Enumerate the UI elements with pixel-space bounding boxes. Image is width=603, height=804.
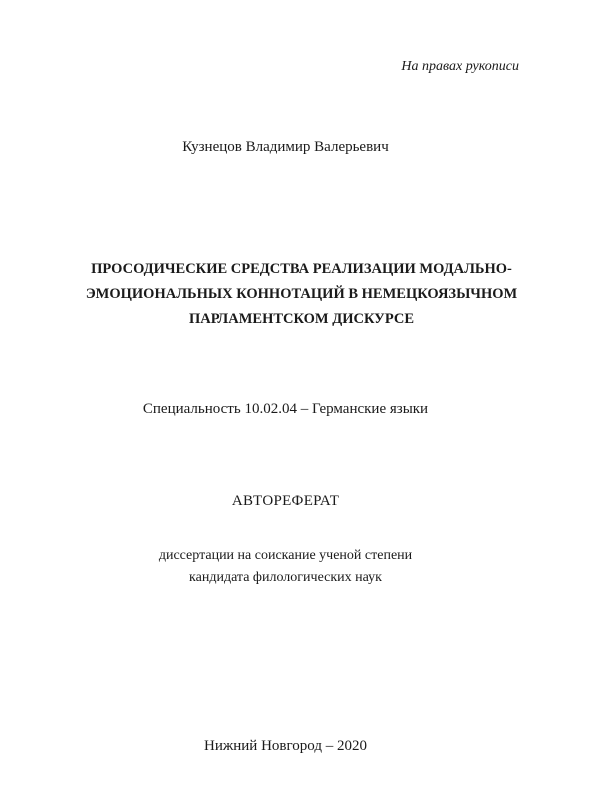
title-line: ПРОСОДИЧЕСКИЕ СРЕДСТВА РЕАЛИЗАЦИИ МОДАЛЬНО- — [91, 261, 512, 277]
rights-notice: На правах рукописи — [401, 59, 519, 74]
title-line: ПАРЛАМЕНТСКОМ ДИСКУРСЕ — [189, 311, 414, 327]
purpose-line: диссертации на соискание ученой степени — [158, 548, 413, 563]
purpose-line: кандидата филологических наук — [189, 570, 382, 585]
document-type: АВТОРЕФЕРАТ — [231, 493, 340, 509]
dissertation-title — [0, 257, 603, 332]
place-and-year: Нижний Новгород – 2020 — [204, 738, 367, 754]
author-name: Кузнецов Владимир Валерьевич — [182, 139, 389, 155]
specialty-line: Специальность 10.02.04 – Германские языки — [142, 401, 429, 417]
title-line: ЭМОЦИОНАЛЬНЫХ КОННОТАЦИЙ В НЕМЕЦКОЯЗЫЧНОМ — [85, 286, 518, 302]
document-purpose — [0, 545, 587, 589]
